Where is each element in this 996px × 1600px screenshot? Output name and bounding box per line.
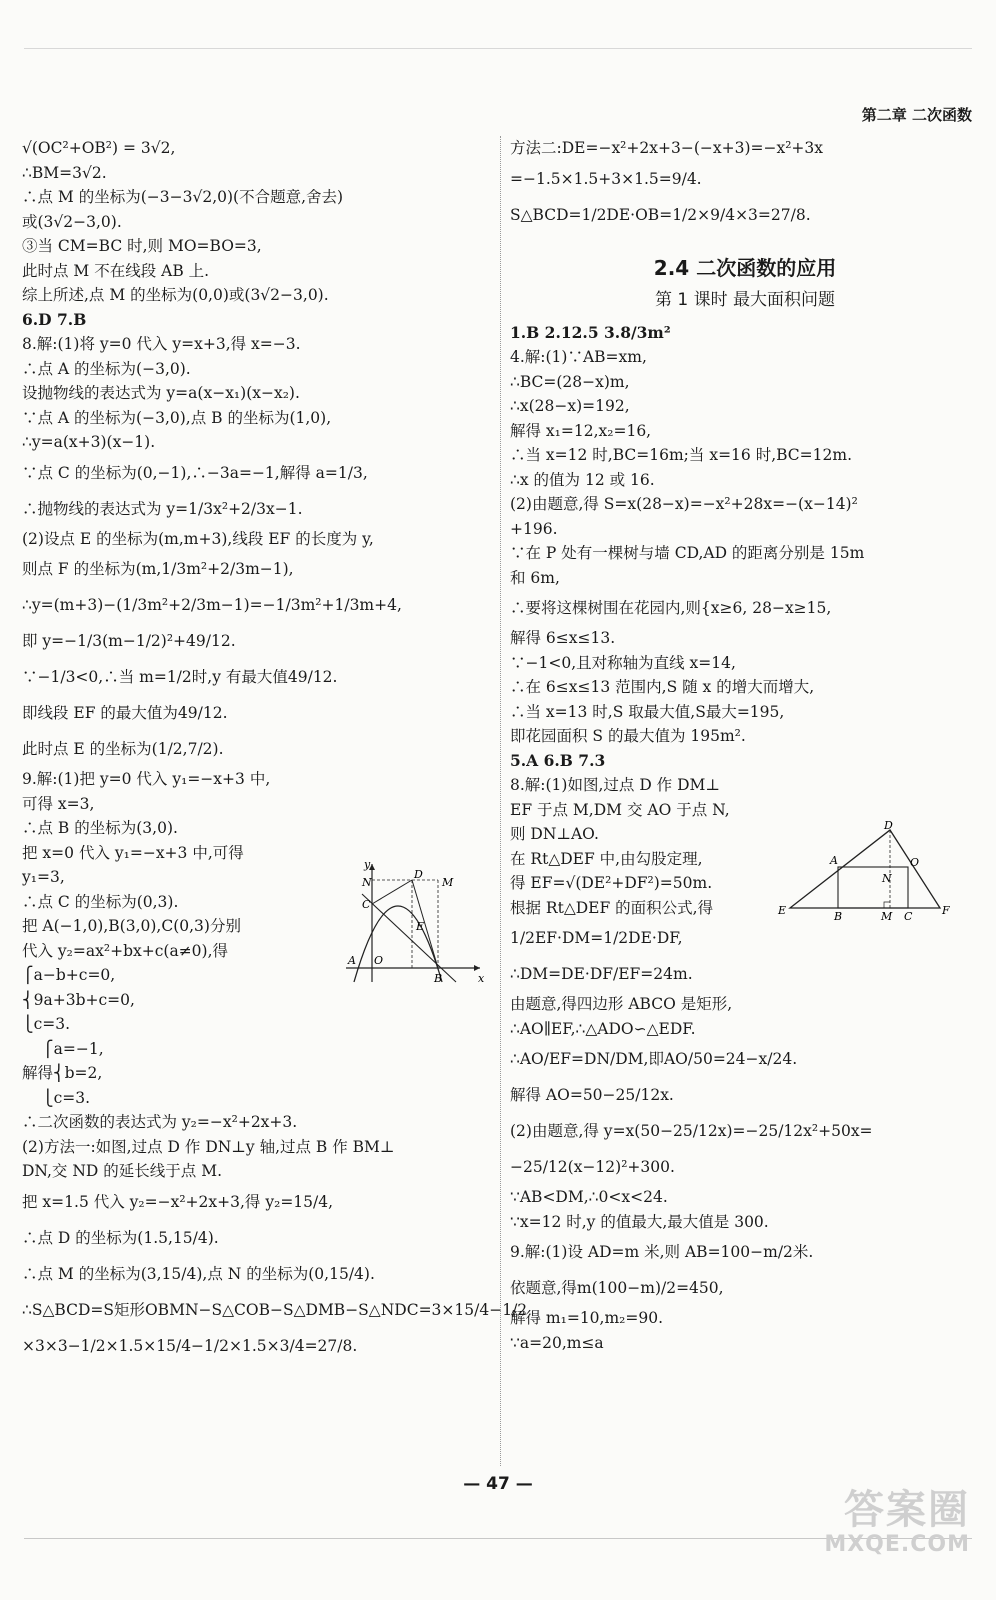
text-line: ∵在 P 处有一棵树与墙 CD,AD 的距离分别是 15m [510,544,865,562]
text-line: ∴当 x=13 时,S 取最大值,S最大=195, [510,702,785,721]
text-line: ×3×3−1/2×1.5×15/4−1/2×1.5×3/4=27/8. [22,1336,358,1355]
label-e: E [778,904,787,917]
lesson-subtitle: 第 1 课时 最大面积问题 [654,289,836,310]
text-line: 解得 m₁=10,m₂=90. [510,1309,664,1327]
text-line: ∵x=12 时,y 的值最大,最大值是 300. [510,1212,769,1231]
text-line: 把 A(−1,0),B(3,0),C(0,3)分别 [22,917,241,935]
text-line: 把 x=0 代入 y₁=−x+3 中,可得 [22,843,244,862]
text-line: 1/2EF·DM=1/2DE·DF, [510,929,683,947]
label-a: A [830,854,838,867]
label-a: A [348,954,356,967]
equation-line: ⎧a=−1, [42,1039,104,1058]
equation-line: ⎧a−b+c=0, [22,966,116,984]
triangle-rectangle-figure [776,820,952,924]
text-line: 可得 x=3, [22,794,95,813]
chapter-header: 第二章 二次函数 [861,106,972,124]
text-line: ∵AB<DM,∴0<x<24. [510,1188,668,1206]
parabola-curve [354,906,442,982]
text-line: 和 6m, [510,568,560,587]
text-line: (2)设点 E 的坐标为(m,m+3),线段 EF 的长度为 y, [22,529,374,548]
text-line: ∴在 6≤x≤13 范围内,S 随 x 的增大而增大, [510,678,815,696]
text-line: ∴AO∥EF,∴△ADO∽△EDF. [510,1019,696,1038]
equation-line: 解得⎨b=2, [22,1064,103,1082]
text-line: ∴BC=(28−x)m, [510,372,630,391]
watermark-logo [824,1488,970,1558]
text-line: 9.解:(1)把 y=0 代入 y₁=−x+3 中, [22,770,271,788]
watermark-url: MXQE.COM [824,1532,970,1557]
text-line: 此时点 E 的坐标为(1/2,7/2). [22,740,224,758]
text-line: ∴要将这棵树围在花园内,则{x≥6, 28−x≥15, [510,599,832,617]
text-line: ∴点 M 的坐标为(−3−3√2,0)(不合题意,舍去) [22,188,344,206]
text-line: −25/12(x−12)²+300. [510,1158,675,1176]
text-line: ∵点 A 的坐标为(−3,0),点 B 的坐标为(1,0), [22,408,332,427]
label-m: M [881,910,893,923]
text-line: 在 Rt△DEF 中,由勾股定理, [510,849,703,868]
text-line: ∴x 的值为 12 或 16. [510,470,655,489]
text-line: 4.解:(1)∵AB=xm, [510,348,647,366]
label-c: C [362,898,371,911]
label-b: B [434,972,443,985]
label-d: D [414,868,423,881]
text-line: (2)由题意,得 S=x(28−x)=−x²+28x=−(x−14)² [510,495,858,513]
text-line: ∴y=a(x+3)(x−1). [22,433,156,451]
text-line: ∵−1/3<0,∴当 m=1/2时,y 有最大值49/12. [22,668,338,686]
text-line: ∴y=(m+3)−(1/3m²+2/3m−1)=−1/3m²+1/3m+4, [22,596,402,614]
answer-line: 1.B 2.12.5 3.8/3m² [510,322,671,342]
text-line: 此时点 M 不在线段 AB 上. [22,261,210,280]
triangle-def [790,830,940,908]
text-line: 9.解:(1)设 AD=m 米,则 AB=100−m/2米. [510,1243,814,1261]
label-x: x [478,972,485,985]
equation-line: ⎩c=3. [22,1015,71,1033]
text-line: ③当 CM=BC 时,则 MO=BO=3, [22,237,262,255]
text-line: ∴BM=3√2. [22,163,107,182]
text-line: ∵a=20,m≤a [510,1333,604,1352]
text-line: ∴点 D 的坐标为(1.5,15/4). [22,1228,219,1247]
text-line: y₁=3, [22,868,65,886]
text-line: 得 EF=√(DE²+DF²)=50m. [510,874,713,892]
text-line: 或(3√2−3,0). [22,212,122,231]
text-line: 解得 x₁=12,x₂=16, [510,421,652,440]
label-f: F [942,904,950,917]
text-line: ∴x(28−x)=192, [510,397,630,415]
text-line: ∴抛物线的表达式为 y=1/3x²+2/3x−1. [22,499,303,518]
page-number: — 47 — [463,1474,533,1494]
text-line: ∴当 x=12 时,BC=16m;当 x=16 时,BC=12m. [510,446,853,464]
equation-line: ⎩c=3. [42,1088,91,1107]
text-line: 则 DN⊥AO. [510,825,599,843]
text-line: 解得 AO=50−25/12x. [510,1086,674,1104]
label-o: O [374,954,384,967]
answer-line: 5.A 6.B 7.3 [510,750,606,770]
text-line: =−1.5×1.5+3×1.5=9/4. [510,169,702,188]
label-c: C [904,910,913,923]
text-line: 综上所述,点 M 的坐标为(0,0)或(3√2−3,0). [22,286,329,304]
text-line: 解得 6≤x≤13. [510,629,616,647]
label-d: D [884,820,893,832]
text-line: 即花园面积 S 的最大值为 195m². [510,727,746,745]
label-n: N [362,876,372,889]
text-line: 即线段 EF 的最大值为49/12. [22,704,228,722]
parabola-figure [338,858,488,986]
column-divider [500,136,501,1466]
text-line: ∴S△BCD=S矩形OBMN−S△COB−S△DMB−S△NDC=3×15/4−1/2 [22,1300,528,1319]
text-line: 即 y=−1/3(m−1/2)²+49/12. [22,632,236,650]
text-line: 则点 F 的坐标为(m,1/3m²+2/3m−1), [22,560,294,578]
text-line: 根据 Rt△DEF 的面积公式,得 [510,898,714,917]
text-line: 把 x=1.5 代入 y₂=−x²+2x+3,得 y₂=15/4, [22,1192,334,1211]
label-e: E [416,920,425,933]
text-line: ∴点 A 的坐标为(−3,0). [22,359,191,378]
text-line: 设抛物线的表达式为 y=a(x−x₁)(x−x₂). [22,384,300,402]
text-line: (2)由题意,得 y=x(50−25/12x)=−25/12x²+50x= [510,1122,873,1140]
x-axis-arrow [474,965,480,971]
text-line: 8.解:(1)将 y=0 代入 y=x+3,得 x=−3. [22,335,301,353]
label-m: M [442,876,454,889]
text-line: ∵点 C 的坐标为(0,−1),∴−3a=−1,解得 a=1/3, [22,463,368,482]
text-line: +196. [510,519,558,538]
label-b: B [834,910,843,923]
text-line: S△BCD=1/2DE·OB=1/2×9/4×3=27/8. [510,205,811,224]
text-line: 依题意,得m(100−m)/2=450, [510,1279,724,1297]
text-line: 代入 y₂=ax²+bx+c(a≠0),得 [22,941,229,960]
text-line: DN,交 ND 的延长线于点 M. [22,1162,222,1180]
text-line: 8.解:(1)如图,过点 D 作 DM⊥ [510,776,720,794]
right-column [510,136,980,1355]
rectangle-abco [838,867,908,908]
text-line: ∴点 C 的坐标为(0,3). [22,892,179,911]
text-line: √(OC²+OB²) = 3√2, [22,139,176,157]
label-y: y [364,858,371,871]
text-line: ∴DM=DE·DF/EF=24m. [510,965,693,983]
equation-line: ⎨9a+3b+c=0, [22,990,135,1009]
text-line: 由题意,得四边形 ABCO 是矩形, [510,995,733,1013]
label-o: O [910,856,920,869]
label-n: N [882,872,892,885]
answer-line: 6.D 7.B [22,309,87,329]
text-line: ∴点 M 的坐标为(3,15/4),点 N 的坐标为(0,15/4). [22,1264,375,1283]
line-bc [362,894,456,982]
text-line: ∴二次函数的表达式为 y₂=−x²+2x+3. [22,1113,298,1131]
section-title: 2.4 二次函数的应用 [653,255,837,280]
segment-cd [372,880,412,904]
right-angle-mark [884,902,890,908]
text-line: ∴点 B 的坐标为(3,0). [22,819,178,837]
text-line: 方法二:DE=−x²+2x+3−(−x+3)=−x²+3x [510,139,824,157]
text-line: ∴AO/EF=DN/DM,即AO/50=24−x/24. [510,1050,798,1068]
watermark-text: 答案圈 [844,1487,970,1533]
text-line: ∵−1<0,且对称轴为直线 x=14, [510,653,736,672]
text-line: (2)方法一:如图,过点 D 作 DN⊥y 轴,过点 B 作 BM⊥ [22,1137,395,1156]
top-rule [24,48,972,49]
left-column [22,136,528,1364]
text-line: EF 于点 M,DM 交 AO 于点 N, [510,800,730,819]
